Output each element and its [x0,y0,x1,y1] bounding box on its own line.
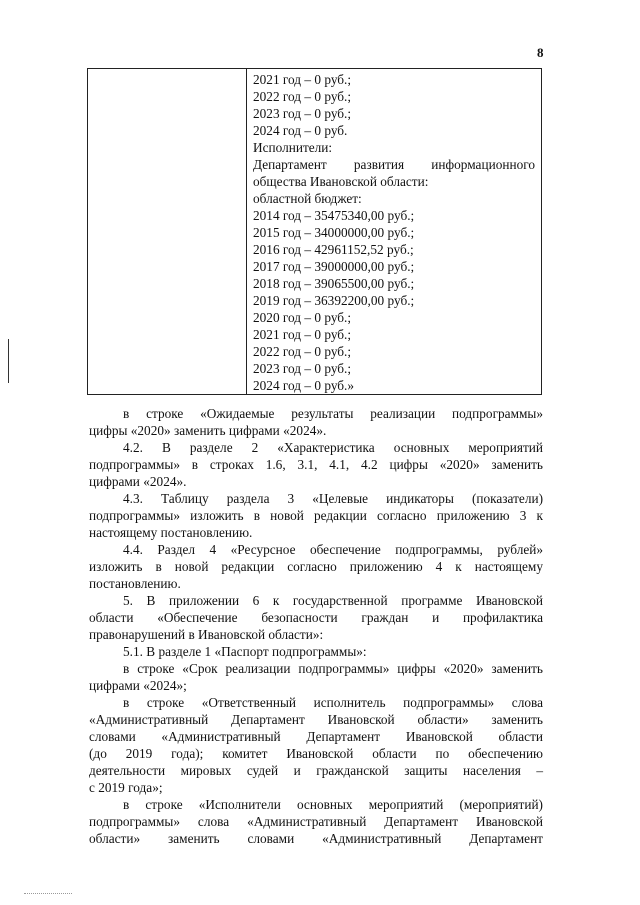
table-line: 2024 год – 0 руб.» [253,378,355,393]
body-line: правонарушений в Ивановской области»: [89,627,324,642]
table-line: 2022 год – 0 руб.; [253,344,352,359]
body-line: подпрограммы» изложить в новой редакции согласно приложению 3 к [89,508,543,523]
table-line: областной бюджет: [253,191,362,206]
body-line: 5.1. В разделе 1 «Паспорт подпрограммы»: [123,644,367,659]
body-line: словами «Административный Департамент Ивановской области [89,729,543,744]
body-line: постановлению. [89,576,181,591]
body-line: 4.4. Раздел 4 «Ресурсное обеспечение подпрограммы, рублей» [123,542,543,557]
body-line: настоящему постановлению. [89,525,253,540]
body-line: цифрами «2024»; [89,678,187,693]
table-line: 2023 год – 0 руб.; [253,361,352,376]
table-line: 2021 год – 0 руб.; [253,72,352,87]
table-line: 2021 год – 0 руб.; [253,327,352,342]
table-line: Исполнители: [253,140,333,155]
body-line: подпрограммы» слова «Административный Департамент Ивановской [89,814,543,829]
document-body [89,405,543,847]
body-line: подпрограммы» в строках 1.6, 3.1, 4.1, 4.2 цифры «2020» заменить [89,457,543,472]
body-line: в строке «Срок реализации подпрограммы» цифры «2020» заменить [123,661,543,676]
body-line: (до 2019 года); комитет Ивановской области по обеспечению [89,746,543,761]
table-line: 2024 год – 0 руб. [253,123,348,138]
body-line: «Административный Департамент Ивановской области» заменить [89,712,543,727]
body-line: цифры «2020» заменить цифрами «2024». [89,423,327,438]
table-line: общества Ивановской области: [253,174,429,189]
body-line: в строке «Исполнители основных мероприятий (мероприятий) [123,797,543,812]
body-line: 5. В приложении 6 к государственной программе Ивановской [123,593,543,608]
body-line: 4.3. Таблицу раздела 3 «Целевые индикаторы (показатели) [123,491,543,506]
body-line: в строке «Ожидаемые результаты реализации подпрограммы» [123,406,543,421]
table-line: 2016 год – 42961152,52 руб.; [253,242,414,257]
page-number: 8 [537,45,544,60]
body-line: 4.2. В разделе 2 «Характеристика основных мероприятий [123,440,543,455]
table-line: 2019 год – 36392200,00 руб.; [253,293,415,308]
body-line: области «Обеспечение безопасности граждан и профилактика [89,610,543,625]
body-line: с 2019 года»; [89,780,163,795]
scan-artifact [24,893,72,895]
table-line: 2022 год – 0 руб.; [253,89,352,104]
table-line: 2023 год – 0 руб.; [253,106,352,121]
table-line: 2015 год – 34000000,00 руб.; [253,225,415,240]
body-line: деятельности мировых судей и гражданской защиты населения – [89,763,543,778]
table-row [88,69,542,395]
body-line: изложить в новой редакции согласно приложению 4 к настоящему [89,559,543,574]
table-line: Департамент развития информационного [253,157,535,172]
table-line: 2020 год – 0 руб.; [253,310,352,325]
table-line: 2014 год – 35475340,00 руб.; [253,208,415,223]
table-line: 2017 год – 39000000,00 руб.; [253,259,415,274]
passport-table [87,68,542,395]
body-line: цифрами «2024». [89,474,187,489]
table-line: 2018 год – 39065500,00 руб.; [253,276,415,291]
table-cell-funding [247,69,542,395]
margin-mark [8,339,9,383]
body-line: области» заменить словами «Административный Департамент [89,831,543,846]
body-line: в строке «Ответственный исполнитель подпрограммы» слова [123,695,543,710]
table-cell-empty [88,69,247,395]
